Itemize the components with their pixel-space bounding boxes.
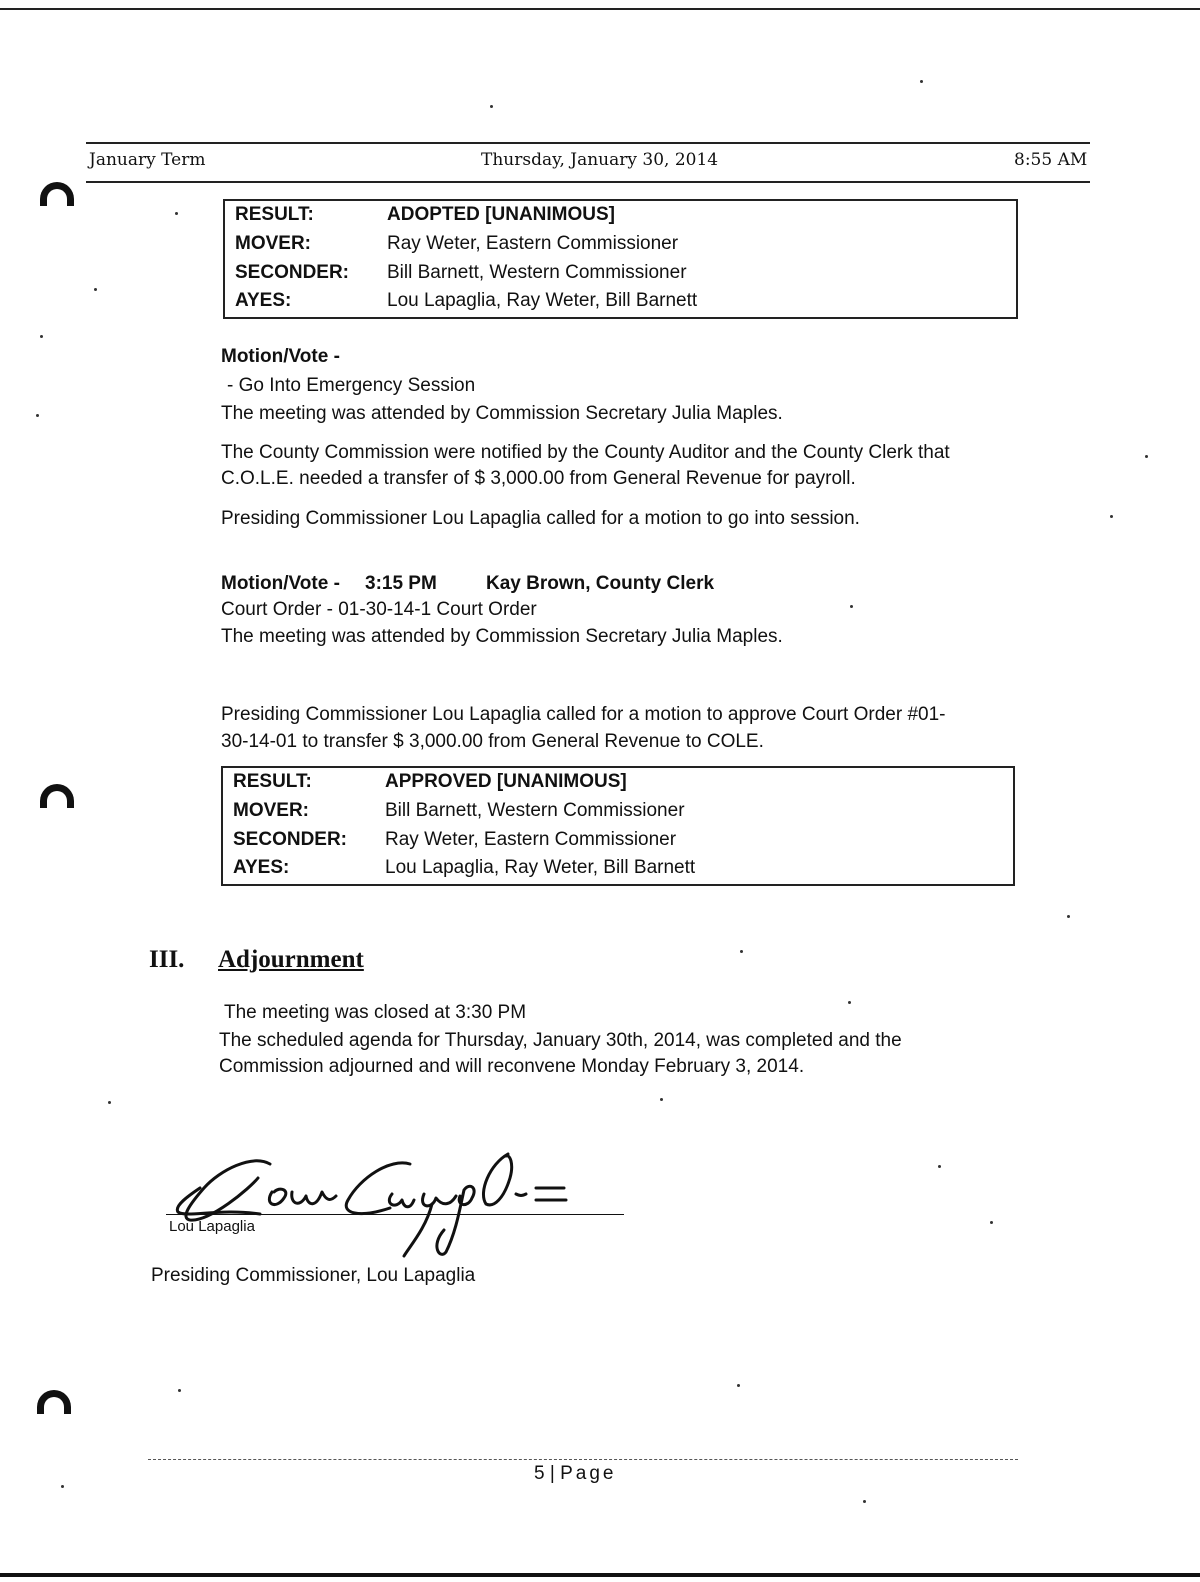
ayes-label: AYES: [233, 857, 290, 878]
result-row [233, 771, 627, 793]
scan-speck [178, 1389, 181, 1392]
ayes-value: Lou Lapaglia, Ray Weter, Bill Barnett [385, 857, 696, 878]
page-footer [534, 1463, 616, 1485]
adjournment-line-3: Commission adjourned and will reconvene Monday February 3, 2014. [219, 1056, 805, 1077]
mover-row [235, 233, 678, 255]
top-border-line [0, 8, 1200, 10]
vote-result-box-2 [221, 766, 1015, 886]
scan-speck [938, 1165, 941, 1168]
header-rule-bottom [86, 181, 1090, 183]
result-value: APPROVED [UNANIMOUS] [385, 771, 627, 792]
adjournment-line-2: The scheduled agenda for Thursday, January 30th, 2014, was completed and the [219, 1030, 902, 1051]
header-term: January Term [89, 150, 206, 170]
signature-line [166, 1214, 624, 1215]
motion-1-title: Motion/Vote - [221, 346, 340, 367]
signature-title: Presiding Commissioner, Lou Lapaglia [151, 1265, 476, 1286]
scan-speck [740, 950, 743, 953]
seconder-label: SECONDER: [235, 262, 350, 283]
scan-speck [36, 414, 39, 417]
header-date: Thursday, January 30, 2014 [481, 150, 719, 170]
scan-speck [108, 1101, 111, 1104]
page-number: 5 [534, 1463, 545, 1484]
result-label: RESULT: [235, 204, 314, 225]
motion-1-para-1-line-1: The County Commission were notified by the County Auditor and the County Clerk that [221, 442, 950, 463]
header-rule-top [86, 142, 1090, 144]
motion-2-court-order: Court Order - 01-30-14-1 Court Order [221, 599, 537, 620]
footer-separator: | [549, 1463, 555, 1484]
bottom-border-line [0, 1573, 1200, 1577]
scan-speck [990, 1221, 993, 1224]
seconder-value: Ray Weter, Eastern Commissioner [385, 829, 677, 850]
punch-hole-bottom [37, 1390, 71, 1414]
motion-2-title: Motion/Vote - [221, 573, 340, 594]
punch-hole-middle [40, 784, 74, 808]
scan-speck [737, 1384, 740, 1387]
result-value: ADOPTED [UNANIMOUS] [387, 204, 615, 225]
motion-1-para-2: Presiding Commissioner Lou Lapaglia called for a motion to go into session. [221, 508, 860, 529]
motion-2-para-line-1: Presiding Commissioner Lou Lapaglia called for a motion to approve Court Order #01- [221, 704, 946, 725]
motion-2-attended: The meeting was attended by Commission Secretary Julia Maples. [221, 626, 783, 647]
punch-hole-top [40, 182, 74, 206]
scan-speck [848, 1001, 851, 1004]
scan-speck [660, 1098, 663, 1101]
seconder-value: Bill Barnett, Western Commissioner [387, 262, 687, 283]
motion-1-para-1-line-2: C.O.L.E. needed a transfer of $ 3,000.00 from General Revenue for payroll. [221, 468, 856, 489]
seconder-label: SECONDER: [233, 829, 348, 850]
scan-speck [490, 105, 493, 108]
seconder-row [233, 829, 676, 851]
section-heading: Adjournment [218, 946, 364, 973]
motion-1-subtitle: - Go Into Emergency Session [227, 375, 476, 396]
motion-2-clerk: Kay Brown, County Clerk [486, 573, 715, 594]
motion-2-para-line-2: 30-14-01 to transfer $ 3,000.00 from General Revenue to COLE. [221, 731, 764, 752]
handwritten-signature [160, 1148, 600, 1260]
footer-rule [148, 1459, 1018, 1460]
scan-speck [175, 212, 178, 215]
result-row [235, 204, 615, 226]
scan-speck [920, 80, 923, 83]
ayes-label: AYES: [235, 290, 292, 311]
ayes-row [235, 290, 697, 312]
scan-speck [1145, 455, 1148, 458]
vote-result-box-1 [223, 199, 1018, 319]
adjournment-line-1: The meeting was closed at 3:30 PM [224, 1002, 527, 1023]
mover-label: MOVER: [233, 800, 309, 821]
scan-speck [40, 335, 43, 338]
mover-row [233, 800, 685, 822]
ayes-value: Lou Lapaglia, Ray Weter, Bill Barnett [387, 290, 698, 311]
scan-speck [61, 1485, 64, 1488]
result-label: RESULT: [233, 771, 312, 792]
seconder-row [235, 262, 687, 284]
section-numeral: III. [149, 946, 185, 973]
scan-speck [850, 605, 853, 608]
signature-name: Lou Lapaglia [169, 1218, 255, 1235]
header-time: 8:55 AM [1014, 150, 1088, 170]
mover-label: MOVER: [235, 233, 311, 254]
scan-speck [1067, 915, 1070, 918]
scan-speck [1110, 515, 1113, 518]
scan-speck [863, 1500, 866, 1503]
scan-speck [94, 288, 97, 291]
ayes-row [233, 857, 695, 879]
motion-1-attended: The meeting was attended by Commission Secretary Julia Maples. [221, 403, 783, 424]
mover-value: Bill Barnett, Western Commissioner [385, 800, 685, 821]
page-label: Page [560, 1463, 617, 1484]
motion-2-time: 3:15 PM [365, 573, 437, 594]
mover-value: Ray Weter, Eastern Commissioner [387, 233, 679, 254]
